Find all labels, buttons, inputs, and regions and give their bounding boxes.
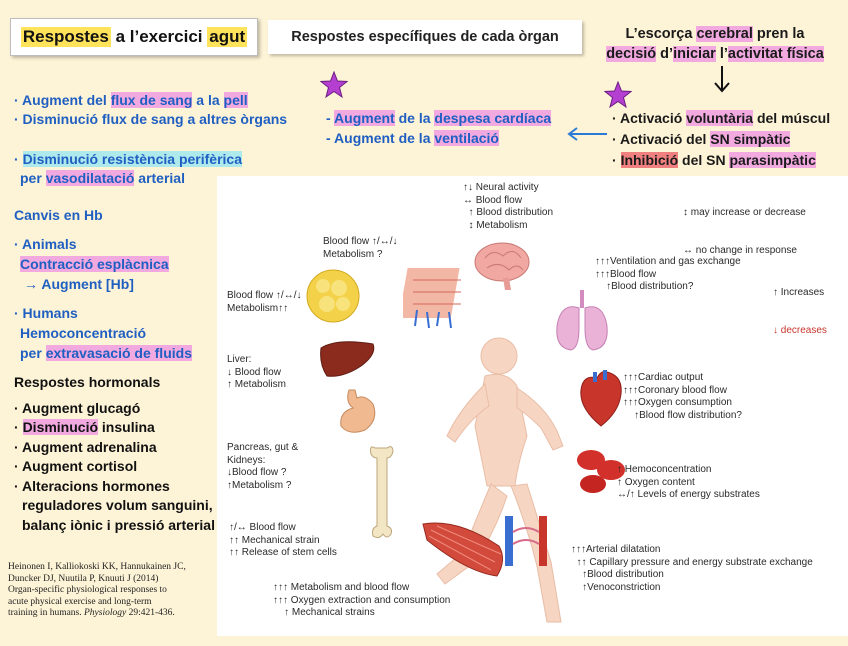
brain-response-text: ↑↓ Neural activity ↔ Blood flow ↑ Blood distribution ↕ Metabolism	[463, 182, 554, 231]
stomach-image	[335, 388, 379, 436]
legend-item: ↑ Increases	[773, 287, 825, 298]
list-item: · Disminució resistència perifèrica	[14, 151, 242, 167]
list-item: · Augment cortisol	[14, 458, 138, 474]
list-item: · Augment del flux de sang a la pell	[14, 92, 248, 108]
legend-item: ↓ decreases	[773, 324, 827, 336]
list-item: - Augment de la ventilació	[326, 130, 499, 146]
list-item: · Augment glucagó	[14, 399, 141, 416]
heart-image	[575, 368, 627, 428]
liver-response-text: Liver: ↓ Blood flow ↑ Metabolism	[227, 354, 286, 390]
list-item: · Disminució insulina	[14, 419, 155, 435]
vessels-response-text: ↑↑↑Arterial dilatation ↑↑ Capillary pressure and energy substrate exchange ↑Blood distribution ↑Venoconstriction	[571, 544, 813, 593]
cardiac-ventilation-list	[326, 108, 551, 148]
bone-response-text: ↑/↔ Blood flow ↑↑ Mechanical strain ↑↑ Release of stem cells	[229, 522, 337, 558]
list-item: · Inhibició del SN parasimpàtic	[612, 152, 816, 168]
list-item: · Augment adrenalina	[14, 438, 157, 455]
muscle-image	[417, 516, 509, 586]
list-item: · Activació voluntària del múscul	[612, 110, 831, 126]
legend	[683, 182, 827, 362]
lungs-response-text: ↑↑↑Ventilation and gas exchange ↑↑↑Blood flow ↑Blood distribution?	[595, 256, 741, 292]
legend-item: ↔ no change in response	[683, 244, 797, 256]
nervous-activation-list	[612, 108, 830, 171]
pancreas-response-text: Pancreas, gut & Kidneys: ↓Blood flow ? ↑Metabolism ?	[227, 442, 299, 491]
down-arrow-icon	[712, 66, 732, 94]
list-item: per extravasació de fluids	[20, 345, 192, 361]
heart-response-text: ↑↑↑Cardiac output ↑↑↑Coronary blood flow ↑↑↑Oxygen consumption ↑Blood flow distribution?	[623, 372, 742, 421]
fat-cell-image	[305, 268, 361, 324]
blood-flow-list	[14, 91, 314, 188]
list-item: · Disminució flux de sang a altres òrgans	[14, 111, 288, 127]
brain-image	[473, 240, 531, 290]
skin-image	[403, 260, 469, 330]
hb-changes-section	[14, 205, 192, 363]
organ-figure-panel	[217, 176, 848, 636]
muscle-response-text: ↑↑↑ Metabolism and blood flow ↑↑↑ Oxygen extraction and consumption ↑ Mechanical strains	[273, 582, 451, 618]
list-item: · Humans	[14, 305, 78, 321]
blood-response-text: ↑ Hemoconcentration ↑ Oxygen content ↔/↑ Levels of energy substrates	[617, 464, 760, 500]
list-item: · Activació del SN simpàtic	[612, 131, 791, 147]
list-item: Hemoconcentració	[20, 325, 147, 341]
list-item: reguladores volum sanguini,	[22, 497, 213, 513]
lungs-image	[551, 288, 613, 354]
star-icon	[604, 81, 632, 109]
hormonal-responses	[14, 373, 215, 535]
cortex-decision-text: L’escorça cerebral pren la decisió d’iniciar l’activitat física	[606, 26, 824, 62]
bone-image	[367, 444, 397, 540]
legend-item: ↕ may increase or decrease	[683, 207, 806, 218]
section-title: Canvis en Hb	[14, 207, 103, 223]
main-title: Respostes a l’exercici agut	[10, 18, 258, 56]
left-arrow-icon	[566, 126, 608, 142]
star-icon	[320, 71, 348, 99]
reference-citation: Heinonen I, Kalliokoski KK, Hannukainen JC, Duncker DJ, Nuutila P, Knuuti J (2014) Organ-specific physiological responses to acute physical exercise and long-term training in humans. Physiology 29:421-436.	[8, 562, 186, 618]
skin-response-text: Blood flow ↑/↔/↓ Metabolism ?	[323, 236, 398, 260]
organ-responses-subtitle: Respostes específiques de cada òrgan	[268, 20, 582, 54]
liver-image	[317, 338, 379, 380]
list-item: → Augment [Hb]	[24, 276, 134, 292]
list-item: per vasodilatació arterial	[20, 170, 185, 186]
fat-response-text: Blood flow ↑/↔/↓ Metabolism↑↑	[227, 290, 302, 314]
list-item: · Animals	[14, 236, 77, 252]
list-item: · Alteracions hormones	[14, 477, 170, 494]
list-item: - Augment de la despesa cardíaca	[326, 110, 552, 126]
section-title: Respostes hormonals	[14, 374, 161, 390]
list-item: balanç iònic i pressió arterial	[22, 516, 215, 533]
list-item: Contracció esplàcnica	[20, 256, 169, 272]
